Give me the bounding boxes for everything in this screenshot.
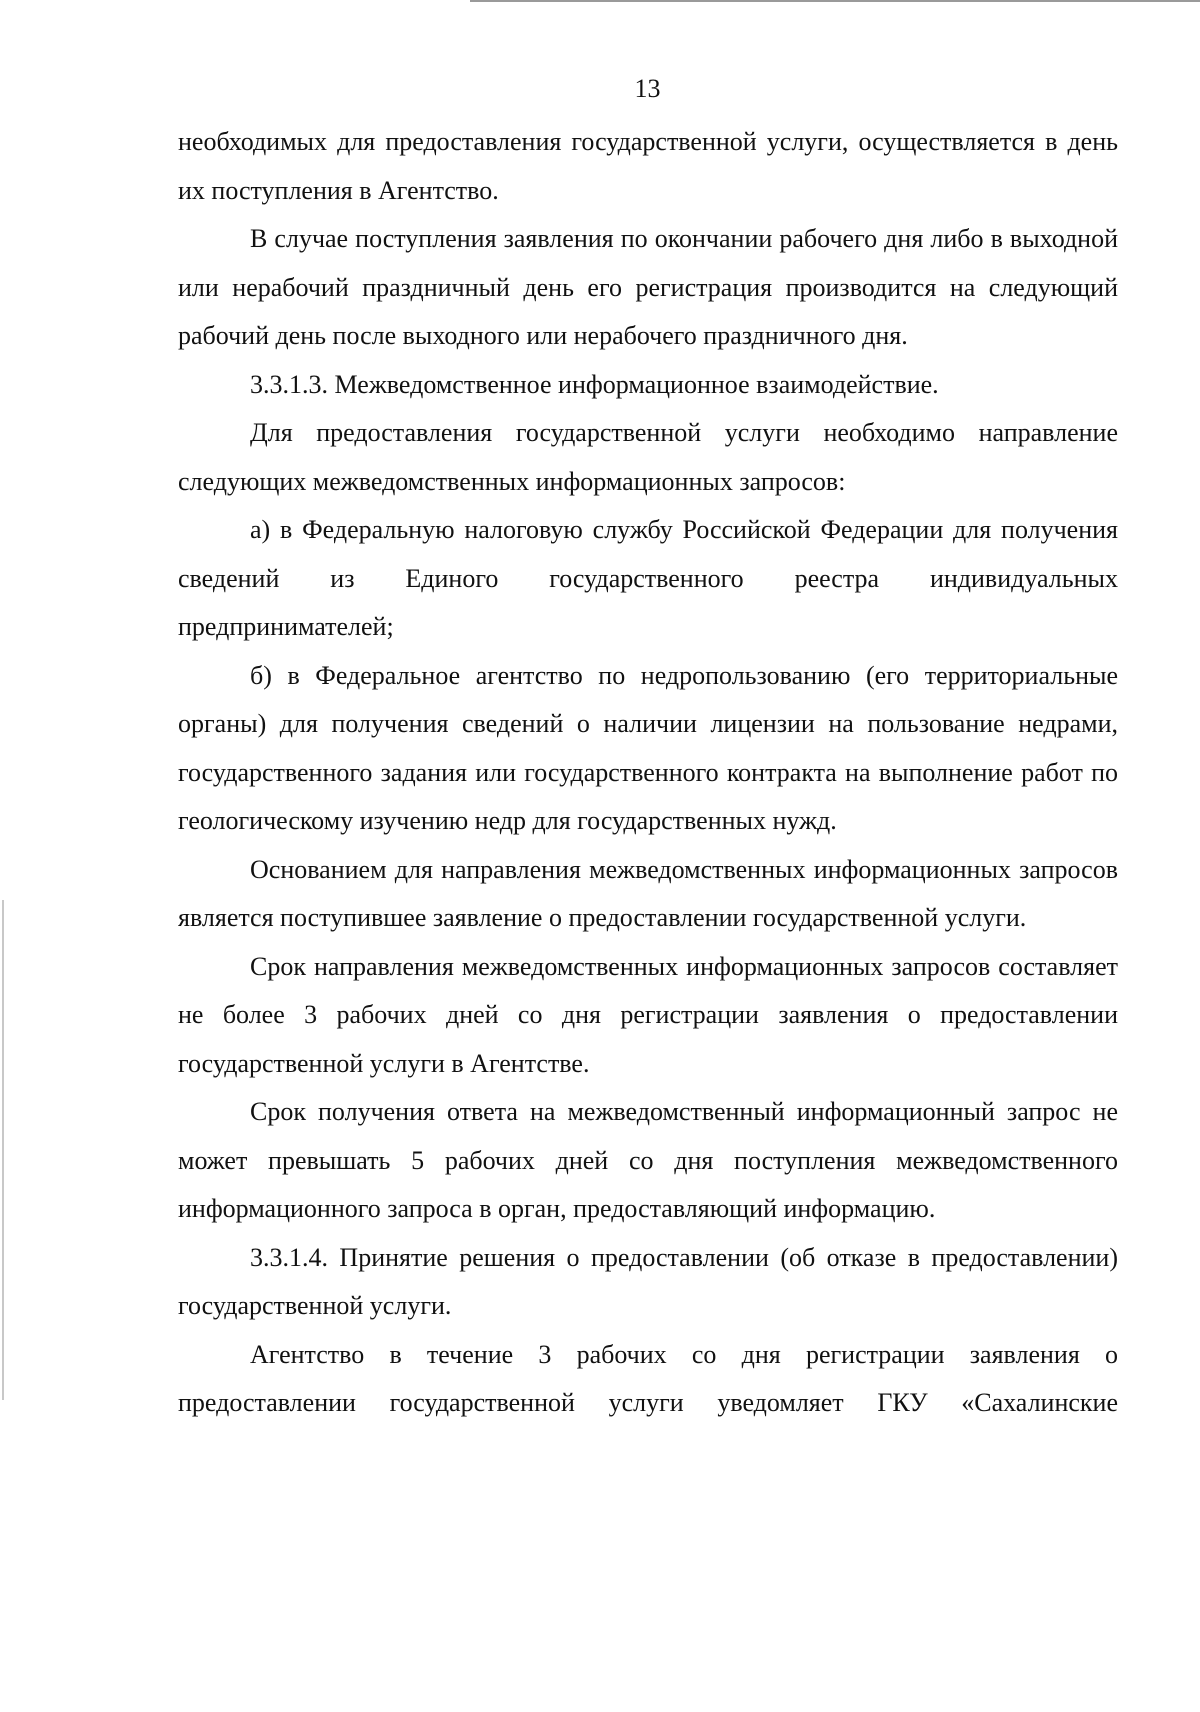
scan-margin-line	[2, 900, 4, 1400]
section-heading-3-3-1-3: 3.3.1.3. Межведомственное информационное взаимодействие.	[250, 369, 939, 399]
paragraph-response-deadline: Срок получения ответа на межведомственный информационный запрос не может превышать 5 рабочих дней со дня поступления межведомственного информационного запроса в орган, предоставляющий информацию.	[178, 1097, 1118, 1223]
list-item-b: б) в Федеральное агентство по недропользованию (его территориальные органы) для получения сведений о наличии лицензии на пользование недрами, государственного задания или государственного контракта на выполнение работ по геологическому изучению недр для государственных нужд.	[178, 660, 1118, 835]
paragraph-registration-timing: В случае поступления заявления по окончании рабочего дня либо в выходной или нерабочий праздничный день его регистрация производится на следующий рабочий день после выходного или нерабочего праздничного дня.	[178, 224, 1118, 350]
section-heading-3-3-1-4: 3.3.1.4. Принятие решения о предоставлении (об отказе в предоставлении) государственной услуги.	[178, 1242, 1118, 1320]
scan-edge-line	[470, 0, 1200, 2]
document-body	[178, 118, 1118, 1428]
list-item-a: а) в Федеральную налоговую службу Российской Федерации для получения сведений из Единого государственного реестра индивидуальных предпринимателей;	[178, 515, 1118, 641]
paragraph-requests-intro: Для предоставления государственной услуги необходимо направление следующих межведомственных информационных запросов:	[178, 418, 1118, 496]
paragraph-basis: Основанием для направления межведомственных информационных запросов является поступившее заявление о предоставлении государственной услуги.	[178, 854, 1118, 932]
paragraph-request-deadline: Срок направления межведомственных информационных запросов составляет не более 3 рабочих дней со дня регистрации заявления о предоставлении государственной услуги в Агентстве.	[178, 951, 1118, 1078]
paragraph-continuation: необходимых для предоставления государственной услуги, осуществляется в день их поступления в Агентство.	[178, 127, 1118, 205]
page-number: 13	[634, 74, 661, 103]
paragraph-agency-notification: Агентство в течение 3 рабочих со дня регистрации заявления о предоставлении государственной услуги уведомляет ГКУ «Сахалинские	[178, 1339, 1118, 1417]
